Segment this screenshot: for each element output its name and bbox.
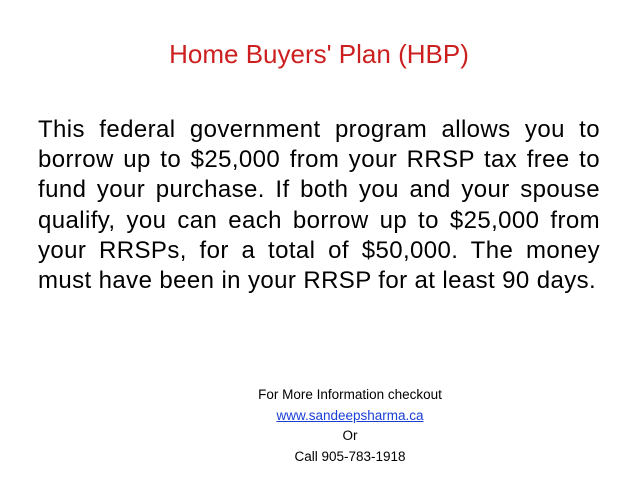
website-link[interactable]: www.sandeepsharma.ca xyxy=(276,407,424,423)
phone-number: Call 905-783-1918 xyxy=(294,448,406,464)
or-label: Or xyxy=(342,428,358,443)
info-label: For More Information checkout xyxy=(258,387,442,402)
contact-footer xyxy=(140,385,560,467)
slide-body-text: This federal government program allows you to borrow up to $25,000 from your RRSP tax free to fund your purchase. If both you and your spouse qualify, you can each borrow up to $25,000 from your RRSPs, for a total of $50,000. The money must have been in your RRSP for at least 90 days. xyxy=(38,116,600,295)
slide-title: Home Buyers' Plan (HBP) xyxy=(169,39,469,69)
